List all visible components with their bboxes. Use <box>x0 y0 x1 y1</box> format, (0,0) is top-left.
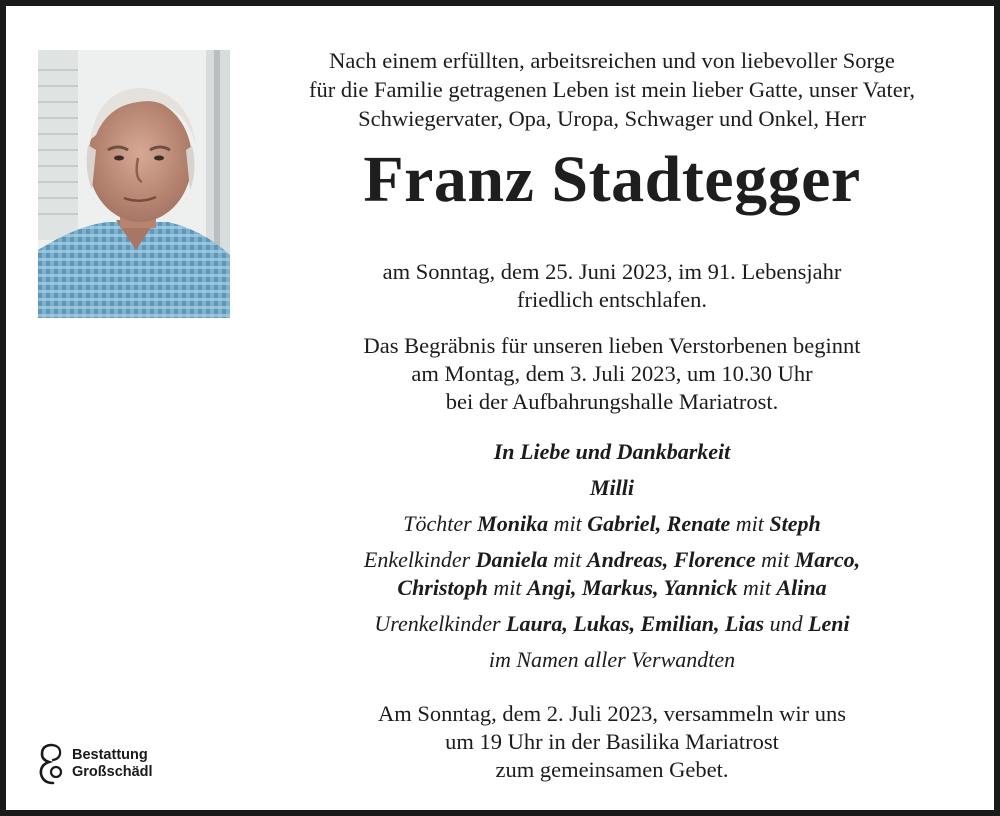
logo-line-2: Großschädl <box>72 764 153 780</box>
notice-text <box>246 46 978 782</box>
mourner-name: Gabriel, Renate <box>587 511 731 536</box>
mourner-relation: mit <box>547 547 587 572</box>
prayer-line: um 19 Uhr in der Basilika Mariatrost <box>445 729 779 754</box>
mourner-name: Laura, Lukas, Emilian, Lias <box>506 611 765 636</box>
mourners-heading: In Liebe und Dankbarkeit <box>493 439 731 464</box>
death-announcement <box>246 258 978 314</box>
intro-line: für die Familie getragenen Leben ist mein lieber Gatte, unser Vater, <box>309 77 915 102</box>
relatives-line: im Namen aller Verwandten <box>488 647 736 672</box>
death-line: am Sonntag, dem 25. Juni 2023, im 91. Lebensjahr <box>382 259 842 284</box>
funeral-line: Das Begräbnis für unseren lieben Verstorbenen beginnt <box>363 333 861 358</box>
great-grandchildren-line <box>246 610 978 638</box>
mourner-relation: Urenkelkinder <box>374 611 507 636</box>
mourner-name: Andreas, Florence <box>586 547 756 572</box>
mourner-relation: mit <box>737 575 777 600</box>
mourner-name: Marco, <box>794 547 861 572</box>
mourner-name: Steph <box>769 511 821 536</box>
mourner-name: Christoph <box>397 575 488 600</box>
logo-mark-icon <box>38 742 68 786</box>
logo-line-1: Bestattung <box>72 747 148 763</box>
mourner-relation: mit <box>548 511 588 536</box>
mourner-relation: mit <box>730 511 770 536</box>
grandchildren-line <box>246 574 978 602</box>
mourner-name: Angi, Markus, Yannick <box>527 575 738 600</box>
mourner-relation: Töchter <box>403 511 478 536</box>
mourner-name: Alina <box>776 575 827 600</box>
grandchildren-line <box>246 546 978 574</box>
mourner-name: Leni <box>808 611 850 636</box>
logo-text <box>72 747 153 781</box>
mourner-name: Daniela <box>475 547 548 572</box>
portrait-illustration <box>38 50 230 318</box>
portrait-photo <box>38 50 230 318</box>
mourner-relation: mit <box>755 547 795 572</box>
prayer-info <box>246 700 978 784</box>
funeral-line: am Montag, dem 3. Juli 2023, um 10.30 Uhr <box>411 361 813 386</box>
mourner-relation: mit <box>487 575 528 600</box>
mourner-name: Monika <box>477 511 549 536</box>
mourner-relation: und <box>764 611 809 636</box>
spouse-name: Milli <box>589 475 634 500</box>
daughters-line <box>246 510 978 538</box>
mourner-relation: Enkelkinder <box>363 547 476 572</box>
intro-line: Nach einem erfüllten, arbeitsreichen und von liebevoller Sorge <box>329 48 895 73</box>
deceased-name: Franz Stadtegger <box>363 143 861 216</box>
funeral-line: bei der Aufbahrungshalle Mariatrost. <box>445 389 779 414</box>
death-line: friedlich entschlafen. <box>517 287 707 312</box>
funeral-info <box>246 332 978 416</box>
mourners-list <box>246 438 978 674</box>
prayer-line: Am Sonntag, dem 2. Juli 2023, versammeln wir uns <box>377 701 847 726</box>
funeral-home-logo <box>38 742 198 786</box>
prayer-line: zum gemeinsamen Gebet. <box>495 757 729 782</box>
intro-line: Schwiegervater, Opa, Uropa, Schwager und Onkel, Herr <box>358 106 866 131</box>
